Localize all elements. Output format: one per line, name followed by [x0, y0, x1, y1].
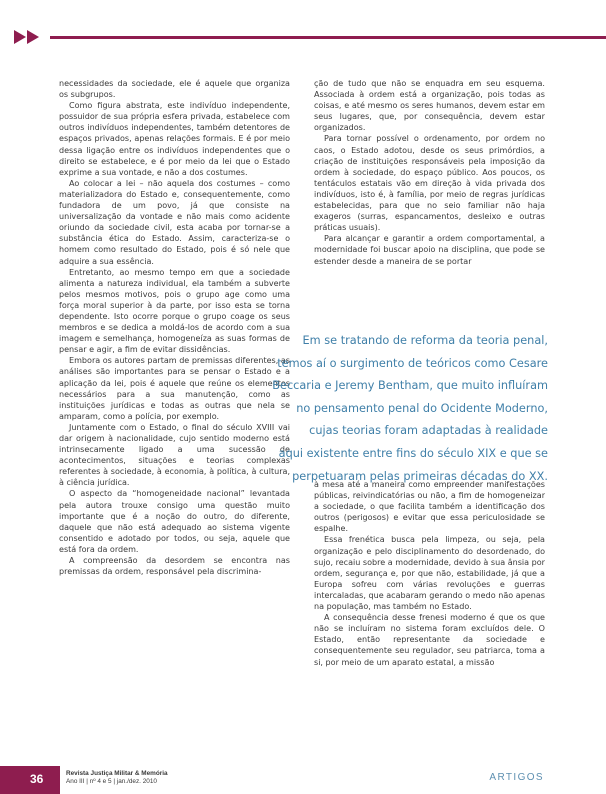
pull-quote-line: temos aí o surgimento de teóricos como Cesare [277, 356, 548, 370]
pull-quote-line: perpetuaram pelas primeiras décadas do XX. [292, 469, 548, 483]
paragraph: O aspecto da “homogeneidade nacional” levantada pela autora trouxe consigo uma questão muito importante que é a noção do outro, do diferente, daquele que não está adequado ao sistema vigente consentido e adotado por todos, ou seja, aquele que está fora da ordem. [59, 489, 290, 554]
pull-quote-line: aqui existente entre fins do século XIX e que se [278, 446, 548, 460]
paragraph: Para tornar possível o ordenamento, por ordem no caos, o Estado adotou, desde os seus primórdios, a criação de instituições responsáveis pela imposição da ordem à sociedade, do espaço público. Aos poucos, os tentáculos estatais vão em direção à vida privada dos indivíduos, isto é, à família, por meio de regras jurídicas estabelecidas, para que no seio familiar não haja exageros (surras, espancamentos, desleixo e outras práticas usuais). [314, 134, 545, 233]
pull-quote-line: cujas teorias foram adaptadas à realidade [309, 424, 548, 438]
left-column [59, 78, 290, 762]
section-label: ARTIGOS [489, 772, 544, 783]
pull-quote [262, 330, 548, 488]
paragraph: necessidades da sociedade, ele é aquele que organiza os subgrupos. [59, 79, 290, 100]
pull-quote-line: Em se tratando de reforma da teoria penal, [302, 334, 548, 347]
right-column-top [314, 78, 545, 316]
paragraph: Ao colocar a lei – não aquela dos costumes – como materializadora do Estado e, consequentemente, como fundadora de um povo, já que consiste na universalização da vontade e não mais como acidente oriundo da sociedade civil, esta acaba por tornar-se a substância ética do Estado. Assim, caracteriza-se o homem como resultado do Estado, pois é só nele que adquire a sua essência. [59, 178, 290, 266]
paragraph: A consequência desse frenesi moderno é que os que não se incluíram no sistema foram excluídos dele. O Estado, então representante da sociedade e consequentemente seu regulador, seu patriarca, toma a si, por meio de um aparato estatal, a missão [314, 613, 545, 667]
paragraph: Essa frenética busca pela limpeza, ou seja, pela organização e pelo disciplinamento do desordenado, do sujo, recaiu sobre a modernidade, devido à sua ânsia por ordem, segurança e, por que não, estabilidade, já que a Europa sofreu com várias revoluções e guerras intercaladas, que acabaram gerando o medo não apenas na população, mas também no Estado. [314, 535, 545, 612]
paragraph: Como figura abstrata, este indivíduo independente, possuidor de sua própria esfera privada, estabelece com outros indivíduos independentes, também detentores de espaços privados, apenas relações formais. E é por meio dessa ligação entre os indivíduos independentes que o direito se estabelece, e é por meio da lei que o Estado exprime a sua vontade, e não a dos costumes. [59, 101, 290, 177]
paragraph: Juntamente com o Estado, o final do século XVIII vai dar origem à nacionalidade, cujo sentido moderno está intrinsecamente ligado a uma sucessão de acontecimentos, situações e teorias complexas referentes à sociedade, à economia, à política, à cultura, à ciência jurídica. [59, 422, 290, 488]
journal-info [66, 770, 168, 786]
paragraph: à mesa até a maneira como empreender manifestações públicas, reivindicatórias ou não, a fim de homogeneizar a sociedade, o que facilita também a identificação dos outros (perigosos) e evitar que essa periculosidade se espalhe. [314, 480, 545, 534]
header-rule [50, 36, 606, 39]
page-number: 36 [30, 772, 44, 786]
double-chevron-right-icon [14, 27, 54, 47]
pull-quote-line: no pensamento penal do Ocidente Moderno, [296, 401, 548, 415]
paragraph: ção de tudo que não se enquadra em seu esquema. Associada à ordem está a organização, pois todas as coisas, e até mesmo os seres humanos, devem estar em seus lugares, que, por consequência, devem estar organizados. [314, 79, 545, 133]
pull-quote-line: Beccaria e Jeremy Bentham, que muito influíram [272, 379, 548, 393]
paragraph: Entretanto, ao mesmo tempo em que a sociedade alimenta a natureza individual, ela também a subverte pelos mesmos motivos, pois o grupo age como uma força moral superior à da parte, por isso esta se torna dependente. Isto ocorre porque o grupo coage os seus membros e se dedica a moldá-los de acordo com a sua imagem e semelhança, homogeneíza as suas formas de pensar e agir, a fim de evitar dissidências. [59, 267, 290, 355]
journal-title: Revista Justiça Militar & Memória [66, 770, 168, 777]
paragraph: A compreensão da desordem se encontra nas premissas da ordem, responsável pela discrimina- [59, 556, 290, 577]
paragraph: Embora os autores partam de premissas diferentes, as análises são importantes para se pensar o Estado e a aplicação da lei, pois é aquele que reúne os elementos necessários para a sua manutenção, como as instituições jurídicas e todas as outras que nela se amparam, como a polícia, por exemplo. [59, 356, 290, 421]
right-column-bottom [314, 479, 545, 764]
journal-issue: Ano III | nº 4 e 5 | jan./dez. 2010 [66, 778, 157, 785]
paragraph: Para alcançar e garantir a ordem comportamental, a modernidade foi buscar apoio na disciplina, que pode se estender desde a maneira de se portar [314, 234, 545, 266]
